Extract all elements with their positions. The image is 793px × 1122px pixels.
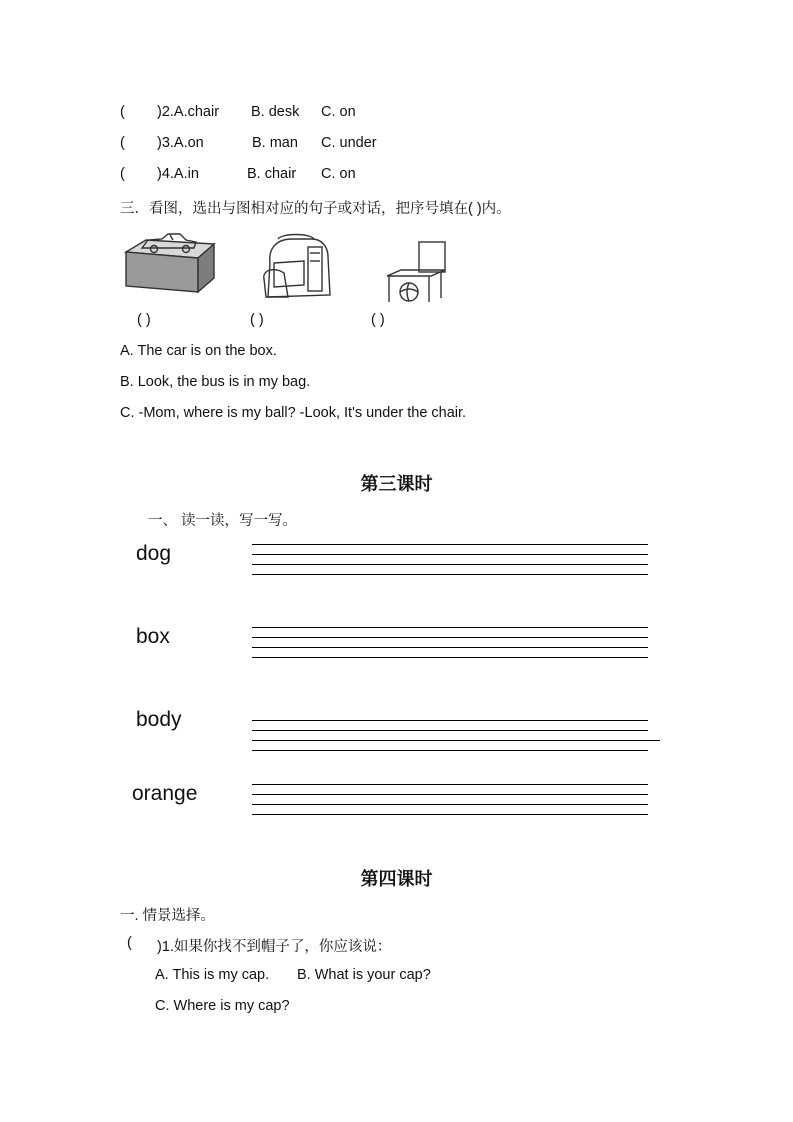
- question-option-b: B. chair: [247, 166, 297, 182]
- answer-option-a: A. This is my cap.: [155, 967, 270, 983]
- schoolbag-icon: [258, 233, 338, 303]
- picture-blank-3[interactable]: ( ): [371, 312, 385, 328]
- answer-paren[interactable]: (: [127, 935, 132, 951]
- question-option-b: B. man: [252, 135, 298, 151]
- question-option-c: C. on: [321, 104, 356, 120]
- question-option-c: C. on: [321, 166, 356, 182]
- question-option-b: B. desk: [251, 104, 300, 120]
- picture-blank-1[interactable]: ( ): [137, 312, 151, 328]
- answer-option-c: C. Where is my cap?: [155, 998, 290, 1014]
- question-option-a: )2.A.chair: [157, 104, 220, 120]
- lesson3-instruction: 一、 读一读，写一写。: [148, 513, 298, 529]
- question-option-a: )3.A.on: [157, 135, 204, 151]
- word-box: box: [136, 625, 170, 648]
- question-stem: )1.如果你找不到帽子了，你应该说：: [157, 939, 392, 955]
- word-dog: dog: [136, 542, 172, 565]
- answer-paren[interactable]: (: [120, 104, 125, 120]
- sentence-option-b: B. Look, the bus is in my bag.: [120, 374, 311, 390]
- sentence-option-a: A. The car is on the box.: [120, 343, 277, 359]
- question-option-c: C. under: [321, 135, 377, 151]
- lesson4-instruction: 一. 情景选择。: [120, 908, 216, 924]
- ball-under-chair-icon: [383, 240, 453, 304]
- answer-paren[interactable]: (: [120, 135, 125, 151]
- lesson4-title: 第四课时: [360, 869, 433, 890]
- word-body: body: [136, 708, 182, 731]
- sentence-option-c: C. -Mom, where is my ball? -Look, It's under the chair.: [120, 405, 467, 421]
- answer-option-b: B. What is your cap?: [297, 967, 431, 983]
- picture-blank-2[interactable]: ( ): [250, 312, 264, 328]
- word-orange: orange: [132, 782, 198, 805]
- answer-paren[interactable]: (: [120, 166, 125, 182]
- section3-heading: 三．看图，选出与图相对应的句子或对话，把序号填在( )内。: [120, 201, 511, 217]
- question-option-a: )4.A.in: [157, 166, 199, 182]
- car-on-box-icon: [118, 230, 218, 300]
- lesson3-title: 第三课时: [360, 474, 433, 495]
